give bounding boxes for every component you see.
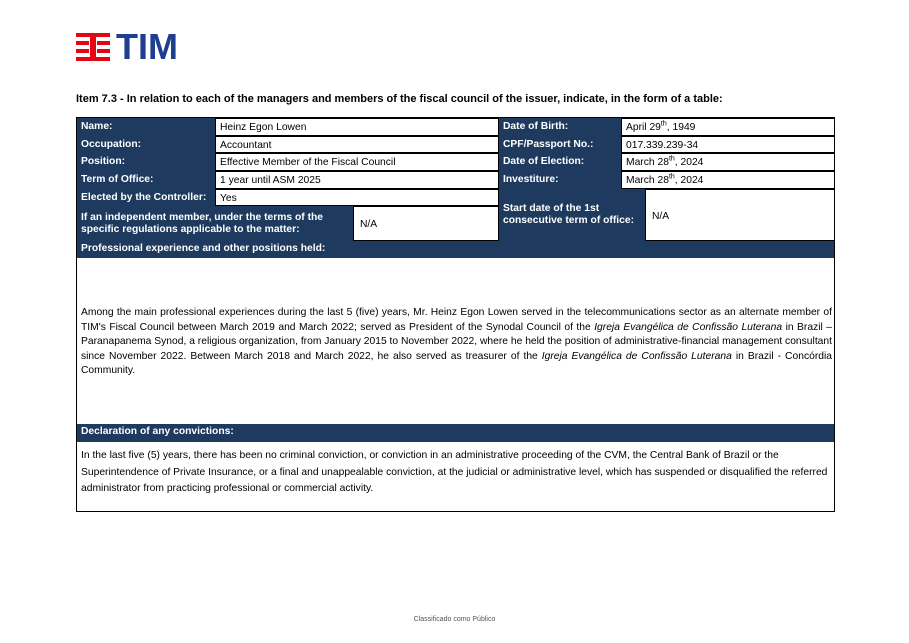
position-label: Position: xyxy=(77,153,215,171)
term-label: Term of Office: xyxy=(77,171,215,189)
elected-label: Elected by the Controller: xyxy=(77,189,215,206)
tim-logo-mark-icon xyxy=(76,32,110,62)
independent-value: N/A xyxy=(353,206,499,241)
investiture-label: Investiture: xyxy=(499,171,621,189)
name-value: Heinz Egon Lowen xyxy=(215,118,499,136)
start-date-label: Start date of the 1st consecutive term of office: xyxy=(499,189,645,241)
dob-value: April 29th, 1949 xyxy=(621,118,835,136)
independent-label: If an independent member, under the terms of the specific regulations applicable to the matter: xyxy=(77,206,353,241)
name-label: Name: xyxy=(77,118,215,136)
convictions-text: In the last five (5) years, there has been no criminal conviction, or conviction in an administrative proceeding of the CVM, the Central Bank of Brazil or the Superintendence of Private Insurance, or a final and unappealable conviction, at the judicial or administrative level, which has suspended or disqualified the referred administrator from practicing professional or commercial activity. xyxy=(81,450,828,494)
position-value: Effective Member of the Fiscal Council xyxy=(215,153,499,171)
cpf-label: CPF/Passport No.: xyxy=(499,136,621,153)
term-value: 1 year until ASM 2025 xyxy=(215,171,499,189)
investiture-value: March 28th, 2024 xyxy=(621,171,835,189)
classification-footer: Classificado como Público xyxy=(413,616,496,623)
elected-value: Yes xyxy=(215,189,499,206)
election-value: March 28th, 2024 xyxy=(621,153,835,171)
logo-text: TIM xyxy=(116,26,178,67)
occupation-value: Accountant xyxy=(215,136,499,153)
tim-logo xyxy=(76,26,178,67)
manager-info-table xyxy=(76,117,835,512)
experience-header: Professional experience and other positions held: xyxy=(77,241,834,258)
experience-text: Among the main professional experiences during the last 5 (five) years, Mr. Heinz Egon Lowen served in the telecommunications sector as an alternate member of TIM's Fiscal Council between March 2019 and March 2022; served as President of the Synodal Council of the Igreja Evangélica de Confissão Luterana in Brazil – Paranapanema Synod, a religious organization, from January 2015 to November 2022, where he held the position of administrative-financial management consultant since November 2022. Between March 2018 and March 2022, he also served as treasurer of the Igreja Evangélica de Confissão Luterana in Brazil - Concórdia Community. xyxy=(81,307,832,376)
dob-label: Date of Birth: xyxy=(499,118,621,136)
election-label: Date of Election: xyxy=(499,153,621,171)
convictions-header: Declaration of any convictions: xyxy=(77,424,834,442)
occupation-label: Occupation: xyxy=(77,136,215,153)
start-date-value: N/A xyxy=(645,189,835,241)
page-heading: Item 7.3 - In relation to each of the managers and members of the fiscal council of the issuer, indicate, in the form of a table: xyxy=(76,93,723,105)
cpf-value: 017.339.239-34 xyxy=(621,136,835,153)
